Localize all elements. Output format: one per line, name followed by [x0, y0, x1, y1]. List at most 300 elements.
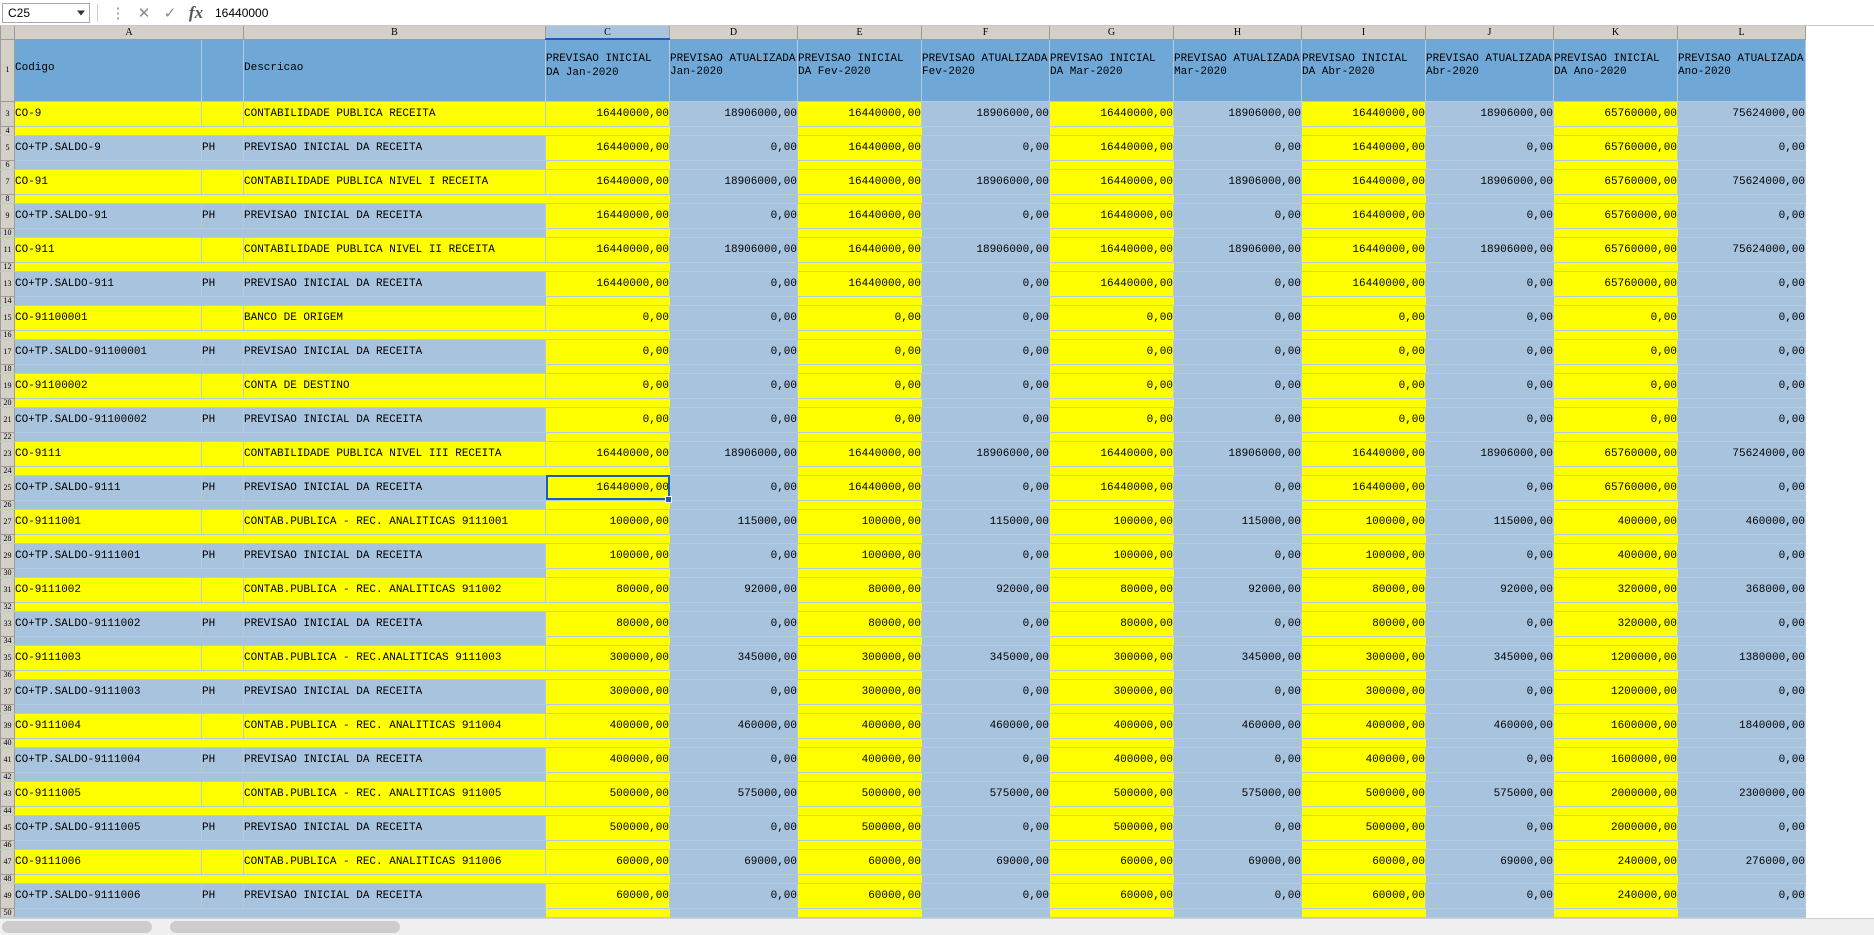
scrollbar-thumb[interactable] [170, 921, 400, 933]
cell-value[interactable]: 100000,00 [1050, 543, 1174, 568]
row-header[interactable]: 22 [1, 432, 15, 441]
row-header[interactable]: 28 [1, 534, 15, 543]
cell-value[interactable]: 80000,00 [798, 611, 922, 636]
table-row[interactable] [1, 577, 1806, 602]
cell-value[interactable]: 16440000,00 [798, 271, 922, 296]
row-header[interactable]: 50 [1, 908, 15, 917]
cell-value[interactable]: 16440000,00 [1050, 135, 1174, 160]
cell-value[interactable]: 100000,00 [798, 509, 922, 534]
cell-codigo[interactable]: CO-9111 [15, 441, 202, 466]
cell-value[interactable]: 75624000,00 [1678, 237, 1806, 262]
cell-value[interactable]: 92000,00 [1426, 577, 1554, 602]
row-header[interactable]: 45 [1, 815, 15, 840]
cancel-icon[interactable]: ✕ [137, 4, 151, 22]
cell-value[interactable]: 115000,00 [1426, 509, 1554, 534]
row-header[interactable]: 49 [1, 883, 15, 908]
cell-value[interactable]: 0,00 [1678, 407, 1806, 432]
cell-codigo[interactable]: CO-9111003 [15, 645, 202, 670]
header-cell-d[interactable]: PREVISAO ATUALIZADA Jan-2020 [670, 39, 798, 101]
cell-value[interactable]: 0,00 [670, 373, 798, 398]
cell-value[interactable]: 0,00 [1174, 815, 1302, 840]
cell-value[interactable]: 575000,00 [1174, 781, 1302, 806]
cell-value[interactable]: 0,00 [922, 815, 1050, 840]
table-row[interactable] [1, 509, 1806, 534]
cell-value[interactable]: 345000,00 [1174, 645, 1302, 670]
cell-value[interactable]: 575000,00 [922, 781, 1050, 806]
table-row[interactable] [1, 713, 1806, 738]
cell-value[interactable]: 0,00 [670, 305, 798, 330]
row-header[interactable]: 26 [1, 500, 15, 509]
cell-value[interactable]: 0,00 [670, 135, 798, 160]
row-header[interactable]: 19 [1, 373, 15, 398]
cell-codigo[interactable]: CO+TP.SALDO-9 [15, 135, 202, 160]
cell-ph[interactable]: PH [202, 203, 244, 228]
row-header[interactable]: 46 [1, 840, 15, 849]
cell-value[interactable]: 115000,00 [922, 509, 1050, 534]
header-cell-e[interactable]: PREVISAO INICIAL DA Fev-2020 [798, 39, 922, 101]
row-header[interactable]: 5 [1, 135, 15, 160]
cell-value[interactable]: 0,00 [670, 747, 798, 772]
cell-descricao[interactable]: PREVISAO INICIAL DA RECEITA [244, 475, 546, 500]
column-header-i[interactable]: I [1302, 26, 1426, 39]
cell-value[interactable]: 0,00 [1426, 135, 1554, 160]
cell-value[interactable]: 16440000,00 [798, 475, 922, 500]
cell-ph[interactable] [202, 101, 244, 126]
cell-value[interactable]: 0,00 [922, 543, 1050, 568]
column-header-l[interactable]: L [1678, 26, 1806, 39]
cell-value[interactable]: 0,00 [546, 407, 670, 432]
cell-value[interactable]: 16440000,00 [1302, 101, 1426, 126]
row-header[interactable]: 44 [1, 806, 15, 815]
cell-value[interactable]: 65760000,00 [1554, 203, 1678, 228]
cell-descricao[interactable]: CONTAB.PUBLICA - REC. ANALITICAS 911006 [244, 849, 546, 874]
cell-value[interactable]: 0,00 [1678, 305, 1806, 330]
cell-value[interactable]: 0,00 [670, 679, 798, 704]
cell-value[interactable]: 60000,00 [1050, 849, 1174, 874]
cell-value[interactable]: 0,00 [922, 475, 1050, 500]
row-header[interactable]: 8 [1, 194, 15, 203]
cell-value[interactable]: 65760000,00 [1554, 441, 1678, 466]
table-row[interactable] [1, 849, 1806, 874]
row-header[interactable]: 29 [1, 543, 15, 568]
cell-value[interactable]: 18906000,00 [1174, 169, 1302, 194]
cell-value[interactable]: 16440000,00 [1302, 135, 1426, 160]
cell-value[interactable]: 400000,00 [1302, 747, 1426, 772]
cell-value[interactable]: 80000,00 [546, 611, 670, 636]
cell-ph[interactable] [202, 169, 244, 194]
cell-value[interactable]: 16440000,00 [798, 237, 922, 262]
cell-value[interactable]: 60000,00 [798, 849, 922, 874]
cell-value[interactable]: 75624000,00 [1678, 169, 1806, 194]
cell-value[interactable]: 0,00 [1678, 373, 1806, 398]
cell-value[interactable]: 16440000,00 [546, 101, 670, 126]
cell-value[interactable]: 2300000,00 [1678, 781, 1806, 806]
row-header[interactable]: 15 [1, 305, 15, 330]
cell-value[interactable]: 18906000,00 [670, 441, 798, 466]
header-cell-j[interactable]: PREVISAO ATUALIZADA Abr-2020 [1426, 39, 1554, 101]
cell-value[interactable]: 80000,00 [1050, 611, 1174, 636]
row-header[interactable]: 30 [1, 568, 15, 577]
cell-value[interactable]: 0,00 [1174, 611, 1302, 636]
cell-value[interactable]: 400000,00 [1050, 713, 1174, 738]
cell-value[interactable]: 0,00 [922, 679, 1050, 704]
cell-value[interactable]: 80000,00 [546, 577, 670, 602]
cell-ph[interactable] [202, 441, 244, 466]
cell-value[interactable]: 16440000,00 [546, 237, 670, 262]
cell-codigo[interactable]: CO-9111001 [15, 509, 202, 534]
cell-value[interactable]: 16440000,00 [546, 135, 670, 160]
cell-value[interactable]: 18906000,00 [922, 169, 1050, 194]
cell-value[interactable]: 0,00 [1174, 339, 1302, 364]
cell-value[interactable]: 0,00 [1554, 373, 1678, 398]
row-header[interactable]: 3 [1, 101, 15, 126]
cell-value[interactable]: 0,00 [1302, 305, 1426, 330]
column-header-k[interactable]: K [1554, 26, 1678, 39]
cell-value[interactable]: 16440000,00 [1050, 169, 1174, 194]
cell-value[interactable]: 400000,00 [1050, 747, 1174, 772]
cell-value[interactable]: 0,00 [670, 271, 798, 296]
cell-value[interactable]: 18906000,00 [670, 101, 798, 126]
function-icon[interactable]: fx [188, 2, 204, 22]
row-header[interactable]: 39 [1, 713, 15, 738]
cell-value[interactable]: 65760000,00 [1554, 237, 1678, 262]
cell-value[interactable]: 115000,00 [670, 509, 798, 534]
cell-value[interactable]: 400000,00 [546, 713, 670, 738]
cell-value[interactable]: 16440000,00 [1050, 237, 1174, 262]
cell-value[interactable]: 0,00 [670, 203, 798, 228]
cell-value[interactable]: 16440000,00 [1302, 271, 1426, 296]
row-header[interactable]: 14 [1, 296, 15, 305]
row-header[interactable]: 21 [1, 407, 15, 432]
cell-value[interactable]: 345000,00 [670, 645, 798, 670]
header-cell-ph[interactable] [202, 39, 244, 101]
table-row[interactable] [1, 407, 1806, 432]
cell-value[interactable]: 115000,00 [1174, 509, 1302, 534]
cell-ph[interactable]: PH [202, 815, 244, 840]
cell-descricao[interactable]: PREVISAO INICIAL DA RECEITA [244, 203, 546, 228]
scrollbar-thumb-left[interactable] [2, 921, 152, 933]
cell-value[interactable]: 240000,00 [1554, 849, 1678, 874]
cell-descricao[interactable]: CONTAB.PUBLICA - REC. ANALITICAS 911002 [244, 577, 546, 602]
cell-ph[interactable]: PH [202, 543, 244, 568]
cell-value[interactable]: 0,00 [1554, 305, 1678, 330]
cell-value[interactable]: 300000,00 [798, 645, 922, 670]
cell-value[interactable]: 0,00 [670, 475, 798, 500]
header-cell-c[interactable]: PREVISAO INICIAL DA Jan-2020 [546, 39, 670, 101]
cell-value[interactable]: 300000,00 [1050, 645, 1174, 670]
cell-value[interactable]: 0,00 [1302, 407, 1426, 432]
cell-value[interactable]: 100000,00 [546, 543, 670, 568]
cell-value[interactable]: 300000,00 [1050, 679, 1174, 704]
cell-descricao[interactable]: PREVISAO INICIAL DA RECEITA [244, 135, 546, 160]
row-header[interactable]: 35 [1, 645, 15, 670]
row-header[interactable]: 6 [1, 160, 15, 169]
cell-ph[interactable] [202, 645, 244, 670]
cell-ph[interactable] [202, 781, 244, 806]
table-row[interactable] [1, 441, 1806, 466]
cell-value[interactable]: 0,00 [1050, 339, 1174, 364]
row-header[interactable]: 17 [1, 339, 15, 364]
cell-value[interactable]: 0,00 [670, 339, 798, 364]
header-cell-g[interactable]: PREVISAO INICIAL DA Mar-2020 [1050, 39, 1174, 101]
row-header[interactable]: 47 [1, 849, 15, 874]
row-header[interactable]: 32 [1, 602, 15, 611]
cell-descricao[interactable]: PREVISAO INICIAL DA RECEITA [244, 543, 546, 568]
cell-value[interactable]: 460000,00 [670, 713, 798, 738]
cell-value[interactable]: 0,00 [922, 407, 1050, 432]
cell-value[interactable]: 18906000,00 [922, 237, 1050, 262]
cell-value[interactable]: 16440000,00 [546, 441, 670, 466]
cell-value[interactable]: 0,00 [1302, 373, 1426, 398]
cell-value[interactable]: 16440000,00 [1302, 169, 1426, 194]
cell-value[interactable]: 500000,00 [546, 781, 670, 806]
cell-value[interactable]: 0,00 [922, 271, 1050, 296]
cell-descricao[interactable]: PREVISAO INICIAL DA RECEITA [244, 815, 546, 840]
column-header-f[interactable]: F [922, 26, 1050, 39]
cell-value[interactable]: 0,00 [1174, 305, 1302, 330]
cell-value[interactable]: 75624000,00 [1678, 441, 1806, 466]
cell-value[interactable]: 60000,00 [546, 883, 670, 908]
cell-codigo[interactable]: CO+TP.SALDO-9111005 [15, 815, 202, 840]
cell-value[interactable]: 0,00 [1174, 135, 1302, 160]
cell-value[interactable]: 2000000,00 [1554, 781, 1678, 806]
cell-codigo[interactable]: CO+TP.SALDO-91100001 [15, 339, 202, 364]
cell-codigo[interactable]: CO-9111006 [15, 849, 202, 874]
cell-value[interactable]: 460000,00 [1426, 713, 1554, 738]
cell-value[interactable]: 0,00 [1678, 679, 1806, 704]
cell-value[interactable]: 80000,00 [1050, 577, 1174, 602]
cell-value[interactable]: 16440000,00 [1050, 475, 1174, 500]
cell-value[interactable]: 0,00 [1554, 339, 1678, 364]
cell-value[interactable]: 16440000,00 [1302, 237, 1426, 262]
header-cell-f[interactable]: PREVISAO ATUALIZADA Fev-2020 [922, 39, 1050, 101]
cell-descricao[interactable]: PREVISAO INICIAL DA RECEITA [244, 747, 546, 772]
table-row[interactable] [1, 611, 1806, 636]
cell-descricao[interactable]: PREVISAO INICIAL DA RECEITA [244, 611, 546, 636]
row-header[interactable]: 40 [1, 738, 15, 747]
cell-value[interactable]: 16440000,00 [798, 169, 922, 194]
cell-value[interactable]: 345000,00 [922, 645, 1050, 670]
cell-value[interactable]: 400000,00 [798, 747, 922, 772]
sheet-grid[interactable] [0, 26, 1874, 918]
table-row[interactable] [1, 305, 1806, 330]
cell-value[interactable]: 0,00 [1426, 679, 1554, 704]
table-row[interactable] [1, 679, 1806, 704]
header-cell-h[interactable]: PREVISAO ATUALIZADA Mar-2020 [1174, 39, 1302, 101]
cell-value[interactable]: 92000,00 [670, 577, 798, 602]
cell-value[interactable]: 0,00 [922, 611, 1050, 636]
cell-value[interactable]: 0,00 [670, 407, 798, 432]
cell-value[interactable]: 0,00 [798, 373, 922, 398]
cell-value[interactable]: 0,00 [922, 203, 1050, 228]
cell-value[interactable]: 16440000,00 [546, 475, 670, 500]
cell-value[interactable]: 0,00 [922, 747, 1050, 772]
table-row[interactable] [1, 373, 1806, 398]
cell-value[interactable]: 500000,00 [546, 815, 670, 840]
cell-value[interactable]: 60000,00 [1302, 883, 1426, 908]
cell-descricao[interactable]: CONTAB.PUBLICA - REC. ANALITICAS 911005 [244, 781, 546, 806]
cell-descricao[interactable]: CONTAB.PUBLICA - REC. ANALITICAS 9111001 [244, 509, 546, 534]
cell-value[interactable]: 0,00 [1678, 271, 1806, 296]
cell-value[interactable]: 0,00 [1426, 543, 1554, 568]
cell-ph[interactable]: PH [202, 407, 244, 432]
cell-value[interactable]: 1200000,00 [1554, 645, 1678, 670]
cell-descricao[interactable]: CONTAB.PUBLICA - REC. ANALITICAS 911004 [244, 713, 546, 738]
cell-ph[interactable]: PH [202, 475, 244, 500]
cell-codigo[interactable]: CO-91 [15, 169, 202, 194]
header-cell-l[interactable]: PREVISAO ATUALIZADA Ano-2020 [1678, 39, 1806, 101]
cell-value[interactable]: 18906000,00 [1174, 237, 1302, 262]
cell-value[interactable]: 0,00 [1174, 407, 1302, 432]
row-header[interactable]: 16 [1, 330, 15, 339]
header-cell-i[interactable]: PREVISAO INICIAL DA Abr-2020 [1302, 39, 1426, 101]
table-row[interactable] [1, 169, 1806, 194]
cell-ph[interactable]: PH [202, 747, 244, 772]
cell-value[interactable]: 0,00 [1302, 339, 1426, 364]
cell-ph[interactable] [202, 577, 244, 602]
cell-value[interactable]: 16440000,00 [1050, 203, 1174, 228]
cell-value[interactable]: 65760000,00 [1554, 271, 1678, 296]
cell-value[interactable]: 400000,00 [1302, 713, 1426, 738]
cell-value[interactable]: 16440000,00 [1302, 203, 1426, 228]
row-header[interactable]: 38 [1, 704, 15, 713]
cell-value[interactable]: 1380000,00 [1678, 645, 1806, 670]
cell-value[interactable]: 0,00 [1426, 815, 1554, 840]
cell-descricao[interactable]: PREVISAO INICIAL DA RECEITA [244, 883, 546, 908]
cell-value[interactable]: 320000,00 [1554, 611, 1678, 636]
cell-value[interactable]: 2000000,00 [1554, 815, 1678, 840]
cell-value[interactable]: 92000,00 [1174, 577, 1302, 602]
cell-value[interactable]: 18906000,00 [1174, 441, 1302, 466]
cell-codigo[interactable]: CO-9111005 [15, 781, 202, 806]
cell-value[interactable]: 60000,00 [1050, 883, 1174, 908]
cell-value[interactable]: 60000,00 [1302, 849, 1426, 874]
cell-value[interactable]: 0,00 [1174, 271, 1302, 296]
row-header[interactable]: 9 [1, 203, 15, 228]
cell-value[interactable]: 0,00 [546, 339, 670, 364]
cell-value[interactable]: 500000,00 [1302, 781, 1426, 806]
cell-value[interactable]: 400000,00 [1554, 543, 1678, 568]
cell-value[interactable]: 460000,00 [1174, 713, 1302, 738]
cell-value[interactable]: 80000,00 [1302, 611, 1426, 636]
cell-value[interactable]: 400000,00 [546, 747, 670, 772]
cell-value[interactable]: 0,00 [1678, 747, 1806, 772]
cell-value[interactable]: 100000,00 [1050, 509, 1174, 534]
cell-value[interactable]: 345000,00 [1426, 645, 1554, 670]
cell-descricao[interactable]: CONTABILIDADE PUBLICA RECEITA [244, 101, 546, 126]
cell-value[interactable]: 0,00 [1426, 305, 1554, 330]
row-header[interactable]: 11 [1, 237, 15, 262]
cell-value[interactable]: 100000,00 [1302, 509, 1426, 534]
cell-codigo[interactable]: CO+TP.SALDO-9111006 [15, 883, 202, 908]
header-cell-k[interactable]: PREVISAO INICIAL DA Ano-2020 [1554, 39, 1678, 101]
cell-descricao[interactable]: CONTABILIDADE PUBLICA NIVEL II RECEITA [244, 237, 546, 262]
name-box[interactable] [2, 3, 90, 23]
cell-ph[interactable]: PH [202, 611, 244, 636]
row-header[interactable]: 20 [1, 398, 15, 407]
cell-value[interactable]: 575000,00 [670, 781, 798, 806]
cell-codigo[interactable]: CO+TP.SALDO-9111 [15, 475, 202, 500]
cell-descricao[interactable]: PREVISAO INICIAL DA RECEITA [244, 407, 546, 432]
row-header[interactable]: 34 [1, 636, 15, 645]
row-header[interactable]: 7 [1, 169, 15, 194]
cell-ph[interactable]: PH [202, 271, 244, 296]
cell-value[interactable]: 18906000,00 [922, 441, 1050, 466]
cell-ph[interactable]: PH [202, 339, 244, 364]
cell-value[interactable]: 0,00 [1050, 305, 1174, 330]
table-row[interactable] [1, 237, 1806, 262]
cell-codigo[interactable]: CO-91100001 [15, 305, 202, 330]
cell-value[interactable]: 300000,00 [1302, 645, 1426, 670]
cell-codigo[interactable]: CO+TP.SALDO-9111003 [15, 679, 202, 704]
horizontal-scrollbar[interactable] [0, 918, 1874, 935]
row-header[interactable]: 27 [1, 509, 15, 534]
row-header[interactable]: 24 [1, 466, 15, 475]
cell-value[interactable]: 0,00 [922, 135, 1050, 160]
cell-value[interactable]: 16440000,00 [546, 203, 670, 228]
cell-value[interactable]: 0,00 [1678, 339, 1806, 364]
cell-value[interactable]: 60000,00 [546, 849, 670, 874]
cell-value[interactable]: 100000,00 [798, 543, 922, 568]
cell-value[interactable]: 0,00 [670, 543, 798, 568]
cell-value[interactable]: 0,00 [1426, 271, 1554, 296]
cell-value[interactable]: 69000,00 [670, 849, 798, 874]
table-row[interactable] [1, 475, 1806, 500]
cell-value[interactable]: 69000,00 [922, 849, 1050, 874]
cell-value[interactable]: 240000,00 [1554, 883, 1678, 908]
row-header[interactable]: 37 [1, 679, 15, 704]
table-row[interactable] [1, 135, 1806, 160]
cell-value[interactable]: 0,00 [1174, 883, 1302, 908]
cell-value[interactable]: 0,00 [798, 305, 922, 330]
cell-value[interactable]: 0,00 [670, 815, 798, 840]
cell-descricao[interactable]: PREVISAO INICIAL DA RECEITA [244, 339, 546, 364]
column-header-c[interactable]: C [546, 26, 670, 39]
cell-value[interactable]: 0,00 [1174, 543, 1302, 568]
table-row[interactable] [1, 101, 1806, 126]
cell-value[interactable]: 1840000,00 [1678, 713, 1806, 738]
column-header-b[interactable]: B [244, 26, 546, 39]
cell-value[interactable]: 400000,00 [1554, 509, 1678, 534]
cell-value[interactable]: 0,00 [1678, 883, 1806, 908]
cell-value[interactable]: 80000,00 [798, 577, 922, 602]
cell-value[interactable]: 276000,00 [1678, 849, 1806, 874]
cell-value[interactable]: 0,00 [1174, 373, 1302, 398]
cell-ph[interactable] [202, 373, 244, 398]
cell-value[interactable]: 300000,00 [546, 645, 670, 670]
table-row[interactable] [1, 645, 1806, 670]
accept-icon[interactable]: ✓ [163, 4, 177, 22]
table-row[interactable] [1, 781, 1806, 806]
cell-ph[interactable]: PH [202, 135, 244, 160]
cell-value[interactable]: 300000,00 [1302, 679, 1426, 704]
cell-value[interactable]: 16440000,00 [1050, 271, 1174, 296]
cell-value[interactable]: 65760000,00 [1554, 475, 1678, 500]
cell-value[interactable]: 500000,00 [1050, 781, 1174, 806]
table-row[interactable] [1, 883, 1806, 908]
cell-value[interactable]: 16440000,00 [798, 101, 922, 126]
cell-value[interactable]: 65760000,00 [1554, 101, 1678, 126]
cell-value[interactable]: 18906000,00 [1426, 169, 1554, 194]
cell-value[interactable]: 16440000,00 [546, 169, 670, 194]
cell-value[interactable]: 0,00 [1426, 747, 1554, 772]
cell-value[interactable]: 0,00 [1174, 203, 1302, 228]
cell-value[interactable]: 0,00 [1678, 135, 1806, 160]
cell-value[interactable]: 0,00 [1426, 475, 1554, 500]
table-row[interactable] [1, 339, 1806, 364]
row-header[interactable]: 41 [1, 747, 15, 772]
cell-value[interactable]: 0,00 [1050, 407, 1174, 432]
